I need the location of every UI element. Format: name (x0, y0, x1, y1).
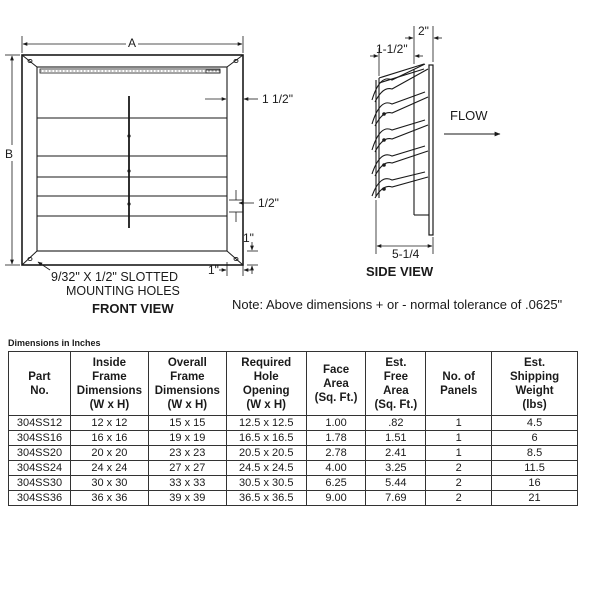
table-cell: 9.00 (306, 491, 366, 506)
dimensions-table (8, 351, 578, 506)
table-cell: 304SS36 (9, 491, 71, 506)
table-header-line: Free (383, 370, 408, 383)
table-cell: 15 x 15 (148, 416, 226, 431)
table-header-cell (306, 352, 366, 416)
table-cell: 21 (492, 491, 578, 506)
mounting-holes-label-line1: 9/32" X 1/2" SLOTTED (51, 270, 178, 284)
hinge-bar (40, 69, 220, 73)
table-header-cell (70, 352, 148, 416)
side-view (366, 24, 500, 279)
front-view (5, 35, 293, 316)
table-cell: 39 x 39 (148, 491, 226, 506)
table-cell: 19 x 19 (148, 431, 226, 446)
table-cell: 3.25 (366, 461, 426, 476)
front-view-title: FRONT VIEW (92, 301, 174, 316)
table-cell: 36 x 36 (70, 491, 148, 506)
louver-blades (37, 118, 227, 216)
table-cell: 30 x 30 (70, 476, 148, 491)
table-cell: 8.5 (492, 446, 578, 461)
table-header-line: Est. (524, 356, 546, 369)
table-header-line: Dimensions (154, 384, 220, 397)
table-cell: 23 x 23 (148, 446, 226, 461)
dimension-one-and-half-label: 1 1/2" (262, 92, 293, 106)
table-cell: 304SS20 (9, 446, 71, 461)
side-flange (429, 65, 433, 235)
table-header-cell (148, 352, 226, 416)
table-body (9, 416, 578, 506)
table-header-line: (W x H) (89, 398, 130, 411)
table-cell: 4.00 (306, 461, 366, 476)
table-cell: 11.5 (492, 461, 578, 476)
table-header-line: Frame (92, 370, 127, 383)
table-header-line: Frame (170, 370, 205, 383)
table-cell: 2 (426, 476, 492, 491)
mounting-holes (28, 59, 238, 260)
table-header-line: Part (28, 370, 51, 383)
table-cell: 30.5 x 30.5 (226, 476, 306, 491)
dimension-b-label: B (4, 147, 14, 161)
table-header-line: Weight (515, 384, 554, 397)
table-cell: 24.5 x 24.5 (226, 461, 306, 476)
table-cell: 20 x 20 (70, 446, 148, 461)
table-row (9, 476, 578, 491)
table-row (9, 446, 578, 461)
table-cell: 1.51 (366, 431, 426, 446)
table-cell: 2.78 (306, 446, 366, 461)
table-header-line: (W x H) (246, 398, 287, 411)
table-cell: 5.44 (366, 476, 426, 491)
table-cell: 1.00 (306, 416, 366, 431)
table-cell: 2 (426, 491, 492, 506)
table-cell: 16 x 16 (70, 431, 148, 446)
dimension-a-label: A (127, 36, 137, 50)
table-cell: 1.78 (306, 431, 366, 446)
table-header-line: Dimensions (76, 384, 142, 397)
table-header-line: Hole (253, 370, 279, 383)
table-header-line: Inside (92, 356, 126, 369)
table-header-line: Panels (440, 384, 478, 397)
table-row (9, 491, 578, 506)
flow-label: FLOW (450, 108, 488, 123)
outer-frame (22, 55, 243, 265)
table-row (9, 416, 578, 431)
table-cell: 20.5 x 20.5 (226, 446, 306, 461)
table-caption: Dimensions in Inches (8, 338, 101, 348)
table-cell: 12.5 x 12.5 (226, 416, 306, 431)
table-header-line: Area (323, 377, 349, 390)
table-header-cell (9, 352, 71, 416)
table-cell: 304SS24 (9, 461, 71, 476)
table-cell: 24 x 24 (70, 461, 148, 476)
table-row (9, 461, 578, 476)
table-header-line: (Sq. Ft.) (314, 391, 358, 404)
table-cell: 1 (426, 446, 492, 461)
table-header-cell (226, 352, 306, 416)
table-cell: 7.69 (366, 491, 426, 506)
table-header-line: Est. (385, 356, 407, 369)
table-cell: 36.5 x 36.5 (226, 491, 306, 506)
dimension-right-one-label: 1" (243, 231, 254, 245)
table-header-cell (426, 352, 492, 416)
table-cell: 304SS30 (9, 476, 71, 491)
table-cell: 6.25 (306, 476, 366, 491)
table-header-line: (W x H) (167, 398, 208, 411)
table-header-line: (Sq. Ft.) (374, 398, 418, 411)
table-cell: 1 (426, 431, 492, 446)
side-blades (372, 64, 428, 198)
table-header-row (9, 352, 578, 416)
table-header-line: Overall (167, 356, 207, 369)
table-cell: 1 (426, 416, 492, 431)
table-cell: 304SS16 (9, 431, 71, 446)
side-dimension-one-half-label: 1-1/2" (376, 42, 408, 56)
table-header-line: (lbs) (522, 398, 547, 411)
table-cell: 2 (426, 461, 492, 476)
dimension-bottom-one-label: 1" (208, 263, 219, 277)
table-cell: 33 x 33 (148, 476, 226, 491)
table-header-line: Shipping (509, 370, 560, 383)
table-cell: 2.41 (366, 446, 426, 461)
table-header-line: No. of (442, 370, 475, 383)
table-header-line: Opening (242, 384, 290, 397)
inner-frame (37, 67, 227, 251)
table-cell: 12 x 12 (70, 416, 148, 431)
tolerance-note: Note: Above dimensions + or - normal tolerance of .0625" (232, 297, 563, 312)
table-row (9, 431, 578, 446)
table-cell: 27 x 27 (148, 461, 226, 476)
table-cell: .82 (366, 416, 426, 431)
mounting-holes-label-line2: MOUNTING HOLES (66, 284, 180, 298)
table-cell: 304SS12 (9, 416, 71, 431)
table-cell: 16 (492, 476, 578, 491)
table-header-line: Face (322, 363, 350, 376)
side-view-title: SIDE VIEW (366, 264, 434, 279)
table-header-cell (366, 352, 426, 416)
side-dimension-five-quarter-label: 5-1/4 (392, 247, 420, 261)
table-header-line: No. (30, 384, 49, 397)
table-cell: 16.5 x 16.5 (226, 431, 306, 446)
table-header-cell (492, 352, 578, 416)
side-dimension-two-label: 2" (418, 24, 429, 38)
table-header-line: Area (383, 384, 409, 397)
table-header-line: Required (241, 356, 292, 369)
dimension-half-label: 1/2" (258, 196, 279, 210)
table-cell: 4.5 (492, 416, 578, 431)
table-cell: 6 (492, 431, 578, 446)
